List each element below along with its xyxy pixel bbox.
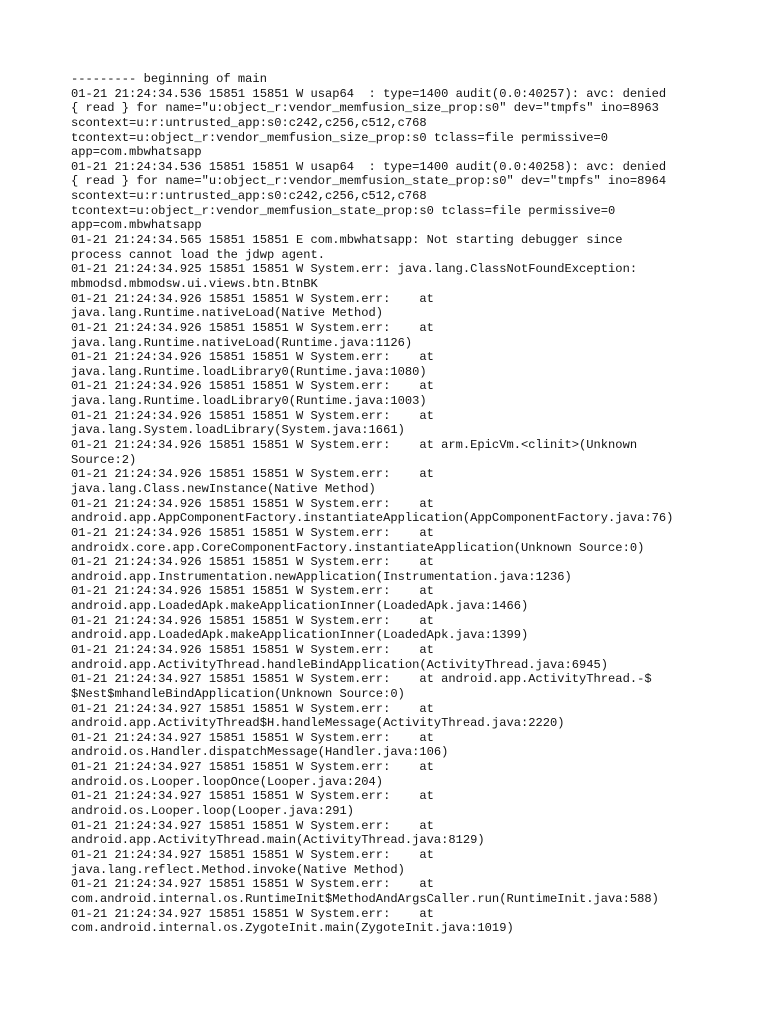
log-line: 01-21 21:24:34.926 15851 15851 W System.err: at bbox=[71, 467, 434, 482]
log-line: java.lang.Runtime.nativeLoad(Native Method) bbox=[71, 306, 384, 321]
log-line: 01-21 21:24:34.926 15851 15851 W System.err: at bbox=[71, 408, 434, 423]
log-line: 01-21 21:24:34.565 15851 15851 E com.mbwhatsapp: Not starting debugger since bbox=[71, 233, 623, 248]
log-line: 01-21 21:24:34.926 15851 15851 W System.err: at bbox=[71, 555, 434, 570]
log-line: 01-21 21:24:34.927 15851 15851 W System.err: at bbox=[71, 789, 434, 804]
log-line: 01-21 21:24:34.536 15851 15851 W usap64 : type=1400 audit(0.0:40258): avc: denied bbox=[71, 159, 667, 174]
log-line: androidx.core.app.CoreComponentFactory.instantiateApplication(Unknown Source:0) bbox=[71, 540, 645, 555]
log-line: 01-21 21:24:34.926 15851 15851 W System.err: at bbox=[71, 291, 434, 306]
log-line: 01-21 21:24:34.927 15851 15851 W System.err: at bbox=[71, 847, 434, 862]
log-line: android.app.Instrumentation.newApplication(Instrumentation.java:1236) bbox=[71, 569, 572, 584]
log-line: java.lang.Class.newInstance(Native Method) bbox=[71, 481, 376, 496]
log-line: process cannot load the jdwp agent. bbox=[71, 247, 326, 262]
log-line: 01-21 21:24:34.927 15851 15851 W System.err: at android.app.ActivityThread.-$ bbox=[71, 672, 652, 687]
log-line: scontext=u:r:untrusted_app:s0:c242,c256,c512,c768 bbox=[71, 189, 427, 204]
log-line: 01-21 21:24:34.927 15851 15851 W System.err: at bbox=[71, 877, 434, 892]
log-line: com.android.internal.os.ZygoteInit.main(ZygoteInit.java:1019) bbox=[71, 921, 514, 936]
log-line: 01-21 21:24:34.926 15851 15851 W System.err: at bbox=[71, 350, 434, 365]
log-line: android.app.AppComponentFactory.instantiateApplication(AppComponentFactory.java:76) bbox=[71, 511, 674, 526]
log-line: app=com.mbwhatsapp bbox=[71, 218, 202, 233]
log-line: java.lang.Runtime.loadLibrary0(Runtime.java:1003) bbox=[71, 394, 427, 409]
log-line: mbmodsd.mbmodsw.ui.views.btn.BtnBK bbox=[71, 276, 318, 291]
log-line: 01-21 21:24:34.926 15851 15851 W System.err: at arm.EpicVm.<clinit>(Unknown bbox=[71, 438, 638, 453]
log-line: android.app.ActivityThread.main(ActivityThread.java:8129) bbox=[71, 833, 485, 848]
log-line: { read } for name="u:object_r:vendor_memfusion_size_prop:s0" dev="tmpfs" ino=8963 bbox=[71, 101, 659, 116]
log-line: java.lang.Runtime.loadLibrary0(Runtime.java:1080) bbox=[71, 364, 427, 379]
log-line: com.android.internal.os.RuntimeInit$MethodAndArgsCaller.run(RuntimeInit.java:588) bbox=[71, 891, 659, 906]
log-line: 01-21 21:24:34.927 15851 15851 W System.err: at bbox=[71, 818, 434, 833]
log-line: $Nest$mhandleBindApplication(Unknown Source:0) bbox=[71, 686, 405, 701]
log-line: android.os.Looper.loop(Looper.java:291) bbox=[71, 804, 355, 819]
log-line: 01-21 21:24:34.926 15851 15851 W System.err: at bbox=[71, 613, 434, 628]
log-line: { read } for name="u:object_r:vendor_memfusion_state_prop:s0" dev="tmpfs" ino=8964 bbox=[71, 174, 667, 189]
log-line: 01-21 21:24:34.926 15851 15851 W System.err: at bbox=[71, 320, 434, 335]
log-line: android.os.Handler.dispatchMessage(Handler.java:106) bbox=[71, 745, 449, 760]
log-line: android.app.ActivityThread.handleBindApplication(ActivityThread.java:6945) bbox=[71, 657, 609, 672]
log-line: scontext=u:r:untrusted_app:s0:c242,c256,c512,c768 bbox=[71, 115, 427, 130]
log-line: java.lang.System.loadLibrary(System.java:1661) bbox=[71, 423, 405, 438]
log-line: 01-21 21:24:34.926 15851 15851 W System.err: at bbox=[71, 496, 434, 511]
log-line: android.app.LoadedApk.makeApplicationInner(LoadedApk.java:1399) bbox=[71, 628, 529, 643]
log-line: 01-21 21:24:34.927 15851 15851 W System.err: at bbox=[71, 730, 434, 745]
log-line: --------- beginning of main bbox=[71, 72, 267, 86]
log-line: 01-21 21:24:34.926 15851 15851 W System.err: at bbox=[71, 525, 434, 540]
log-line: 01-21 21:24:34.926 15851 15851 W System.err: at bbox=[71, 584, 434, 599]
log-line: android.os.Looper.loopOnce(Looper.java:204) bbox=[71, 774, 384, 789]
log-document bbox=[71, 72, 761, 936]
log-line: 01-21 21:24:34.926 15851 15851 W System.err: at bbox=[71, 642, 434, 657]
log-line: 01-21 21:24:34.927 15851 15851 W System.err: at bbox=[71, 906, 434, 921]
log-line: 01-21 21:24:34.925 15851 15851 W System.err: java.lang.ClassNotFoundException: bbox=[71, 262, 638, 277]
log-line: java.lang.reflect.Method.invoke(Native Method) bbox=[71, 862, 405, 877]
log-line: tcontext=u:object_r:vendor_memfusion_state_prop:s0 tclass=file permissive=0 bbox=[71, 203, 616, 218]
log-line: app=com.mbwhatsapp bbox=[71, 145, 202, 160]
log-line: 01-21 21:24:34.927 15851 15851 W System.err: at bbox=[71, 760, 434, 775]
log-line: java.lang.Runtime.nativeLoad(Runtime.java:1126) bbox=[71, 335, 413, 350]
log-line: android.app.ActivityThread$H.handleMessage(ActivityThread.java:2220) bbox=[71, 716, 565, 731]
log-line: tcontext=u:object_r:vendor_memfusion_size_prop:s0 tclass=file permissive=0 bbox=[71, 130, 609, 145]
log-line: Source:2) bbox=[71, 452, 137, 467]
log-line: 01-21 21:24:34.536 15851 15851 W usap64 : type=1400 audit(0.0:40257): avc: denied bbox=[71, 86, 667, 101]
log-line: 01-21 21:24:34.926 15851 15851 W System.err: at bbox=[71, 379, 434, 394]
log-line: android.app.LoadedApk.makeApplicationInner(LoadedApk.java:1466) bbox=[71, 599, 529, 614]
log-line: 01-21 21:24:34.927 15851 15851 W System.err: at bbox=[71, 701, 434, 716]
